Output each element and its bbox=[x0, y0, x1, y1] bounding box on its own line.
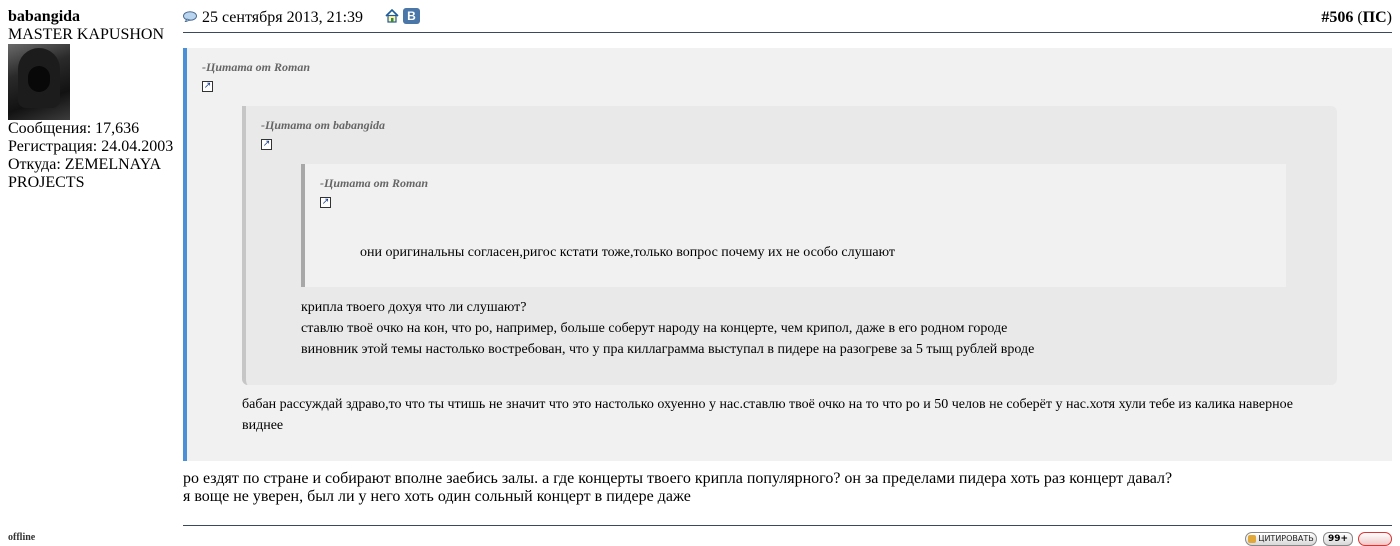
post-text-line: я воще не уверен, был ли у него хоть один сольный концерт в пидере даже bbox=[183, 488, 691, 505]
quote-link-icon[interactable]: ↗ bbox=[262, 139, 271, 149]
quote-author: -Цитата от Roman bbox=[202, 60, 311, 74]
user-location: Откуда: ZEMELNAYA bbox=[8, 156, 162, 173]
quote-text-line: ставлю твоё очко на кон, что ро, например, больше соберут народу на концерте, чем крипол, даже в его родном городе bbox=[301, 321, 1008, 336]
post-tag bbox=[1363, 9, 1387, 26]
quote-text-line: они оригинальны согласен,ригос кстати тоже,только вопрос почему их не особо слушают bbox=[360, 245, 895, 260]
post-text-line: ро ездят по стране и собирают вполне заебись залы. а где концерты твоего крипла популярного? он за пределами пидера хоть раз концерт давал? bbox=[183, 470, 1173, 487]
quote-text-line: крипла твоего дохуя что ли слушают? bbox=[301, 300, 527, 315]
post-icon bbox=[183, 11, 198, 22]
post-tag-close: ) bbox=[1386, 9, 1392, 26]
post-date: 25 сентября 2013, 21:39 bbox=[202, 9, 364, 26]
multiquote-button[interactable]: 99+ bbox=[1323, 532, 1353, 546]
quote-text-line: виднее bbox=[242, 418, 284, 433]
user-post-count: Сообщения: 17,636 bbox=[8, 120, 140, 137]
avatar-face bbox=[28, 66, 50, 92]
quote-link-icon[interactable]: ↗ bbox=[321, 197, 330, 207]
user-rank: MASTER KAPUSHON bbox=[8, 26, 165, 43]
user-registration: Регистрация: 24.04.2003 bbox=[8, 138, 174, 155]
post-body bbox=[183, 470, 1172, 506]
quote-author: -Цитата от babangida bbox=[261, 118, 386, 132]
post-number[interactable] bbox=[1321, 9, 1392, 27]
user-location-cont: PROJECTS bbox=[8, 174, 85, 191]
quote-text-line: бабан рассуждай здраво,то что ты чтишь не значит что это настолько охуенно у нас.ставлю твоё очко на то что ро и 50 челов не соберёт у нас.хотя хули тебе из калика наверное bbox=[242, 397, 1293, 412]
post-number-value[interactable]: #506 bbox=[1321, 9, 1354, 26]
avatar[interactable] bbox=[8, 44, 70, 120]
quote-icon bbox=[1248, 535, 1256, 543]
quote-link-icon[interactable]: ↗ bbox=[203, 81, 212, 91]
post-header bbox=[183, 8, 1392, 33]
post-footer-divider bbox=[183, 525, 1392, 526]
quote-button-label: ЦИТИРОВАТЬ bbox=[1258, 534, 1314, 543]
username[interactable]: babangida bbox=[8, 8, 81, 25]
user-info bbox=[8, 8, 180, 192]
quote-author: -Цитата от Roman bbox=[320, 176, 429, 190]
quote-block-roman-inner bbox=[301, 164, 1286, 287]
quote-text-line: виновник этой темы настолько востребован, что у пра киллаграмма выступал в пидере на разогреве за 5 тыщ рублей вроде bbox=[301, 342, 1035, 357]
home-icon[interactable] bbox=[385, 9, 399, 23]
vk-icon[interactable]: B bbox=[403, 8, 420, 24]
status-offline: offline bbox=[8, 532, 36, 543]
post-tag-open: ( bbox=[1353, 9, 1363, 26]
post-tag-label: ПС bbox=[1362, 9, 1387, 26]
